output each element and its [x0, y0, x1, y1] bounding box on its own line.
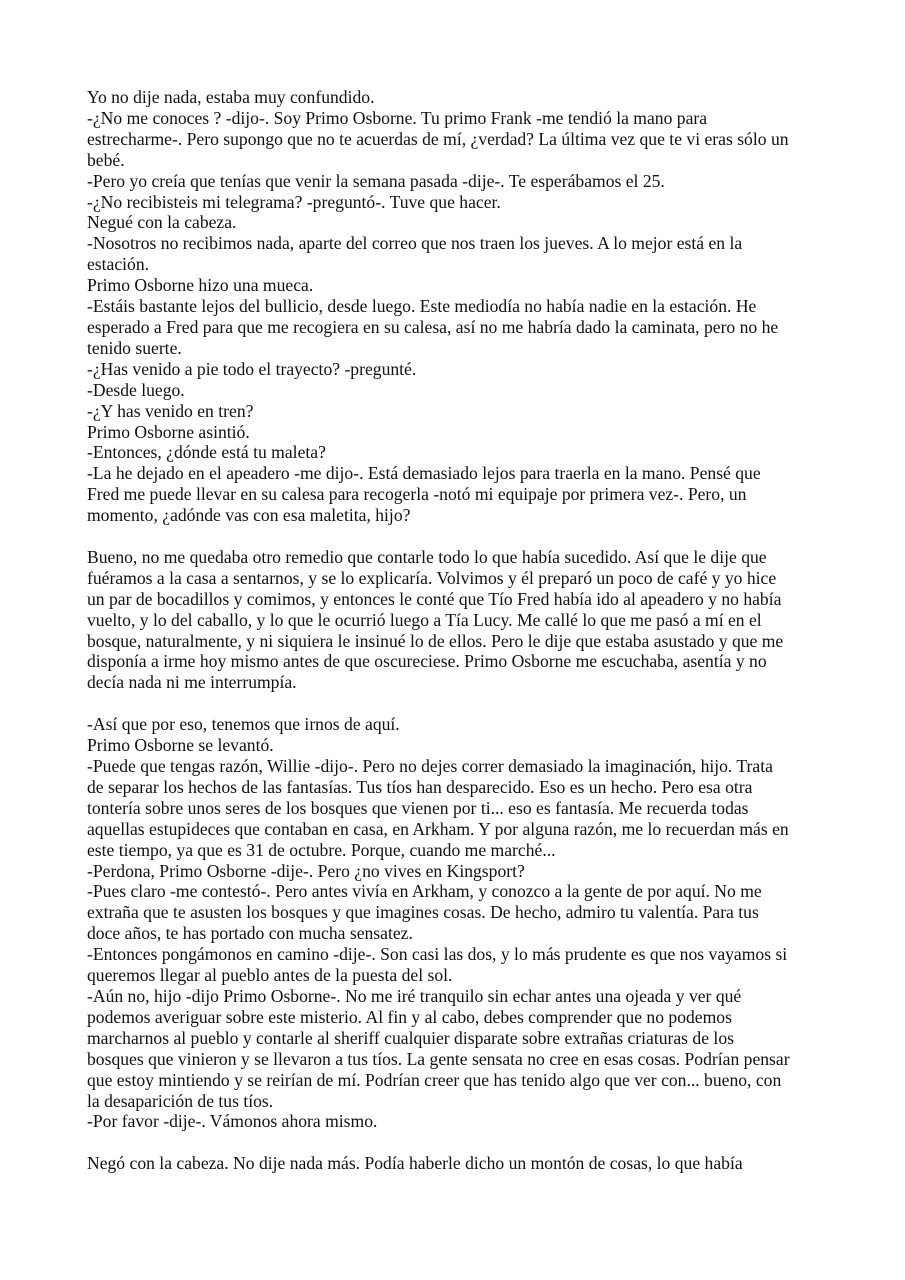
text-line: Negué con la cabeza.	[87, 212, 237, 233]
text-line: -Pero yo creía que tenías que venir la semana pasada -dije-. Te esperábamos el 25.	[87, 170, 665, 191]
text-line: aquellas estupideces que contaban en casa, en Arkham. Y por alguna razón, me lo recuerdan más en	[87, 818, 789, 839]
text-line: Primo Osborne asintió.	[87, 421, 250, 442]
text-line: Primo Osborne hizo una mueca.	[87, 275, 314, 296]
text-line: estrecharme-. Pero supongo que no te acuerdas de mí, ¿verdad? La última vez que te vi eras sólo un	[87, 128, 789, 149]
text-line: -Entonces, ¿dónde está tu maleta?	[87, 442, 326, 463]
text-line: este tiempo, ya que es 31 de octubre. Porque, cuando me marché...	[87, 839, 556, 860]
text-line: Primo Osborne se levantó.	[87, 735, 274, 756]
text-line: -Puede que tengas razón, Willie -dijo-. Pero no dejes correr demasiado la imaginación, hijo. Trata	[87, 756, 773, 776]
text-line: marcharnos al pueblo y contarle al sheriff cualquier disparate sobre extrañas criaturas de los	[87, 1027, 734, 1048]
text-line: un par de bocadillos y comimos, y entonces le conté que Tío Fred había ido al apeadero y no había	[87, 588, 782, 609]
text-line: -Por favor -dije-. Vámonos ahora mismo.	[87, 1111, 378, 1132]
text-line: -Aún no, hijo -dijo Primo Osborne-. No me iré tranquilo sin echar antes una ojeada y ver qué	[87, 985, 742, 1006]
text-line: -Así que por eso, tenemos que irnos de aquí.	[87, 714, 400, 735]
text-line: -Perdona, Primo Osborne -dije-. Pero ¿no vives en Kingsport?	[87, 860, 525, 881]
text-line: -Nosotros no recibimos nada, aparte del correo que nos traen los jueves. A lo mejor está en la	[87, 233, 743, 254]
text-line: Fred me puede llevar en su calesa para recogerla -notó mi equipaje por primera vez-. Pero, un	[87, 484, 747, 505]
text-line: -¿No recibisteis mi telegrama? -preguntó-. Tuve que hacer.	[87, 191, 501, 212]
text-line: -La he dejado en el apeadero -me dijo-. Está demasiado lejos para traerla en la mano. Pensé que	[87, 463, 761, 484]
text-line: estación.	[87, 254, 150, 275]
text-line: -¿Has venido a pie todo el trayecto? -pregunté.	[87, 358, 417, 379]
text-line: queremos llegar al pueblo antes de la puesta del sol.	[87, 965, 453, 986]
text-line: -¿Y has venido en tren?	[87, 400, 254, 421]
text-line: -Desde luego.	[87, 379, 185, 400]
text-line: que estoy mintiendo y se reirían de mí. Podrían creer que has tenido algo que ver con... bueno, con	[87, 1069, 782, 1090]
text-line: decía nada ni me interrumpía.	[87, 672, 297, 693]
blank-line	[87, 693, 847, 714]
text-line: bebé.	[87, 149, 125, 170]
text-line: esperado a Fred para que me recogiera en su calesa, así no me habría dado la caminata, pero no he	[87, 316, 779, 337]
text-line: Negó con la cabeza. No dije nada más. Podía haberle dicho un montón de cosas, lo que había	[87, 1153, 743, 1174]
text-line: bosques que vinieron y se llevaron a tus tíos. La gente sensata no cree en esas cosas. Podrían pensar	[87, 1048, 790, 1069]
text-line: doce años, te has portado con mucha sensatez.	[87, 923, 413, 944]
text-line: Bueno, no me quedaba otro remedio que contarle todo lo que había sucedido. Así que le dije que	[87, 546, 767, 567]
text-line: -Pues claro -me contestó-. Pero antes vivía en Arkham, y conozco a la gente de por aquí. No me	[87, 881, 762, 902]
text-line: de separar los hechos de las fantasías. Tus tíos han desparecido. Eso es un hecho. Pero esa otra	[87, 776, 753, 797]
text-line: -¿No me conoces ? -dijo-. Soy Primo Osborne. Tu primo Frank -me tendió la mano para	[87, 107, 708, 128]
text-line: disponía a irme hoy mismo antes de que oscureciese. Primo Osborne me escuchaba, asentía y no	[87, 651, 767, 672]
text-line: -Estáis bastante lejos del bullicio, desde luego. Este mediodía no había nadie en la estación. He	[87, 296, 757, 317]
text-line: tontería sobre unos seres de los bosques que vienen por ti... eso es fantasía. Me recuerda todas	[87, 797, 749, 818]
blank-line	[87, 1132, 847, 1153]
text-line: fuéramos a la casa a sentarnos, y se lo explicaría. Volvimos y él preparó un poco de café y yo hice	[87, 567, 777, 588]
text-line: momento, ¿adónde vas con esa maletita, hijo?	[87, 505, 411, 526]
text-line: podemos averiguar sobre este misterio. Al fin y al cabo, debes comprender que no podemos	[87, 1006, 732, 1027]
text-line: vuelto, y lo del caballo, y lo que le ocurrió luego a Tía Lucy. Me callé lo que me pasó a mí en el	[87, 609, 762, 630]
blank-line	[87, 526, 847, 547]
text-line: la desaparición de tus tíos.	[87, 1090, 274, 1111]
text-line: bosque, naturalmente, y ni siquiera le insinué lo de ellos. Pero le dije que estaba asustado y que me	[87, 630, 784, 651]
text-line: tenido suerte.	[87, 337, 182, 358]
document-page	[87, 87, 847, 1174]
text-line: Yo no dije nada, estaba muy confundido.	[87, 87, 375, 107]
text-line: -Entonces pongámonos en camino -dije-. Son casi las dos, y lo más prudente es que nos vayamos si	[87, 944, 788, 965]
text-line: extraña que te asusten los bosques y que imagines cosas. De hecho, admiro tu valentía. Para tus	[87, 902, 759, 923]
